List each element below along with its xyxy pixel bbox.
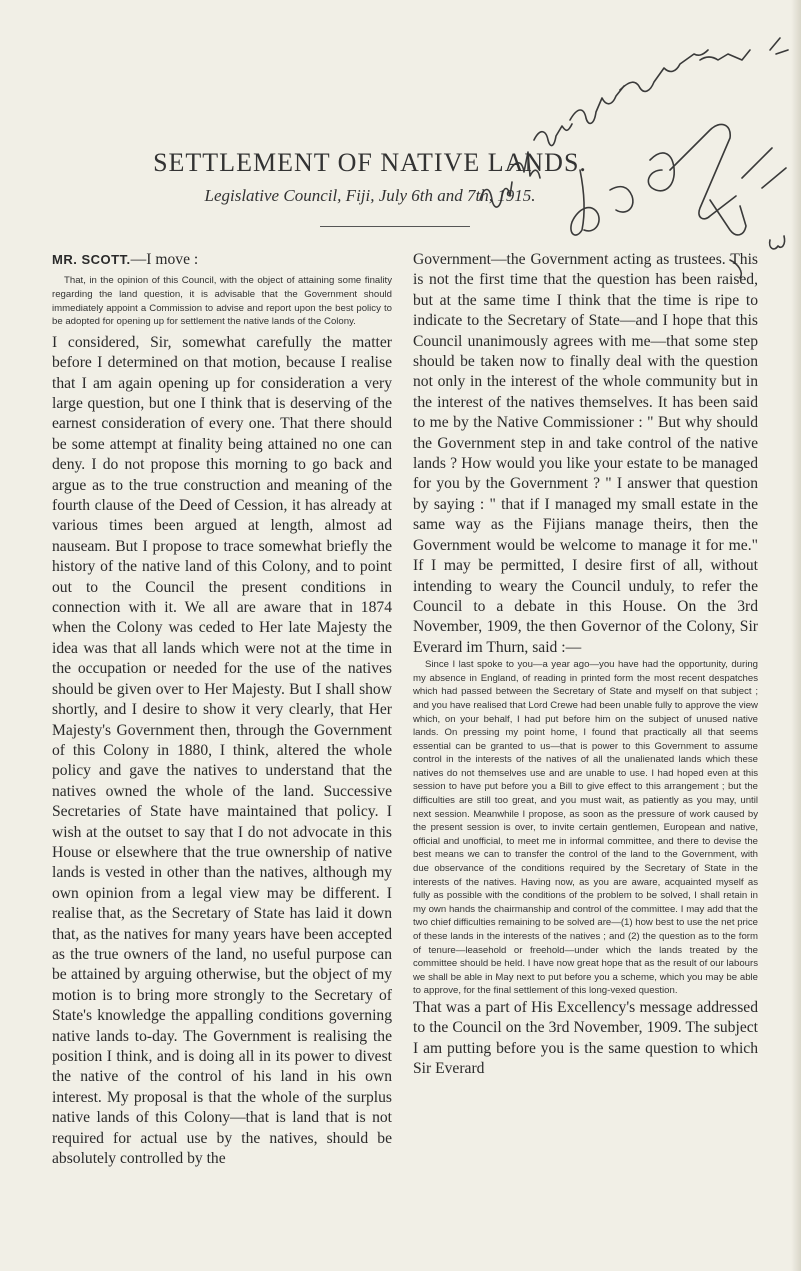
page-title: SETTLEMENT OF NATIVE LANDS.	[153, 148, 587, 177]
right-column	[413, 250, 758, 1080]
left-column	[52, 250, 392, 1169]
page-subtitle: Legislative Council, Fiji, July 6th and 7th, 1915.	[204, 186, 536, 205]
governor-quote: Since I last spoke to you—a year ago—you have had the opportunity, during my absence in England, of reading in printed form the most recent despatches which had passed between the Secretary of State and myself on that subject ; and you have realised that Lord Crewe had been unable fully to approve the view which, on your behalf, I had put before him on the subject of unused native lands. On pressing my point home, I found that practically all that seems essential can be granted to us—that is power to this Government to assume control in the interests of the natives of all the unalienated lands which these natives do not themselves use and are unable to use. I had hoped even at this session to have put before you a Bill to give effect to this arrangement ; but the difficulties are still too great, and you must wait, as patiently as you may, until next session. Meanwhile I propose, as soon as the pressure of work caused by the present session is over, to invite certain gentlemen, European and native, official and unofficial, to meet me in informal committee, and there to devise the best means we can to transfer the control of the land to the Government, with due observance of the conditions required by the Secretary of State in the interests of the natives. Having now, as you are aware, acquainted myself as fully as possible with the conditions of the problem to be solved, I shall retain in my own hands the chairmanship and control of the committee. I may add that the two chief difficulties remaining to be solved are—(1) how best to use the net price of these lands in the interests of the natives ; and (2) the question as to the form of tenure—leasehold or freehold—under which the lands treated by the committee should be held. I have now great hope that as the result of our labours we shall be able in May next to put before you a scheme, which you may be able to approve, for the final settlement of this long-vexed question.	[413, 659, 758, 997]
motion-intro-text: —I move :	[130, 251, 199, 268]
page-header	[0, 148, 740, 206]
motion-intro	[52, 250, 392, 270]
speech-paragraph: I considered, Sir, somewhat carefully the matter before I determined on that motion, because I realise that I am again opening up for consideration a very large question, but one I think that is deserving of the earnest consideration of every one. That there should be some attempt at finality being attained no one can deny. I do not propose this morning to go back and argue as to the true construction and meaning of the fourth clause of the Deed of Cession, it has already at various times been argued at length, almost ad nauseam. But I propose to trace somewhat briefly the history of the native land of this Colony, and to point out to the Council the present conditions in connection with it. We all are aware that in 1874 when the Colony was ceded to Her late Majesty the idea was that all lands which were not at the time in the occupation or needed for the use of the natives should be given over to Her Majesty. But I shall show shortly, and I desire to show it very clearly, that Her Majesty's Government then, through the Government of this Colony in 1880, I think, altered the whole policy and gave the natives to understand that the natives owned the whole of the land. Successive Secretaries of State have maintained that policy. I wish at the outset to say that I do not advocate in this House or elsewhere that the true ownership of native lands is vested in other than the natives, although my own opinion from a legal view may be different. I realise that, as the Secretary of State has laid it down that, as the natives for many years have been accepted as the true owners of the land, no useful purpose can be attained by arguing otherwise, but the object of my motion is to bring more strongly to the Secretary of State's knowledge the appalling conditions governing native lands to-day. The Government is realising the position I think, and is doing all in its power to divest the native of the control of his land in his own interest. My proposal is that the whole of the surplus native lands of this Colony—that is land that is not required for actual use by the natives, should be absolutely controlled by the	[52, 333, 392, 1168]
closing-paragraph: That was a part of His Excellency's message addressed to the Council on the 3rd November, 1909. The subject I am putting before you is the same question to which Sir Everard	[413, 998, 758, 1078]
speaker-name: MR. SCOTT.	[52, 252, 131, 267]
motion-text: That, in the opinion of this Council, with the object of attaining some finality regarding the land question, it is advisable that the Government should immediately appoint a Commission to advise and report upon the best policy to be adopted for opening up for settlement the native lands of the Colony.	[52, 275, 392, 328]
speech-continuation: Government—the Government acting as trustees. This is not the first time that the question has been raised, but at the same time I think that the time is ripe to indicate to the Secretary of State—and I hope that this Council unanimously agrees with me—that some step should be taken now to finally deal with the question not only in the interest of the whole community but in the interest of the natives themselves. It has been said to me by the Native Commissioner : " But why should the Government step in and take control of the native lands ? How would you like your estate to be managed for you by the Government ? " I answer that question by saying : " that if I managed my small estate in the same way as the Fijians manage theirs, then the Government would be welcome to manage it for me." If I may be permitted, I desire first of all, without intending to weary the Council unduly, to refer the Council to a debate in this House. On the 3rd November, 1909, the then Governor of the Colony, Sir Everard im Thurn, said :—	[413, 251, 758, 656]
page-edge-shadow	[791, 0, 801, 1271]
header-divider	[320, 226, 470, 227]
